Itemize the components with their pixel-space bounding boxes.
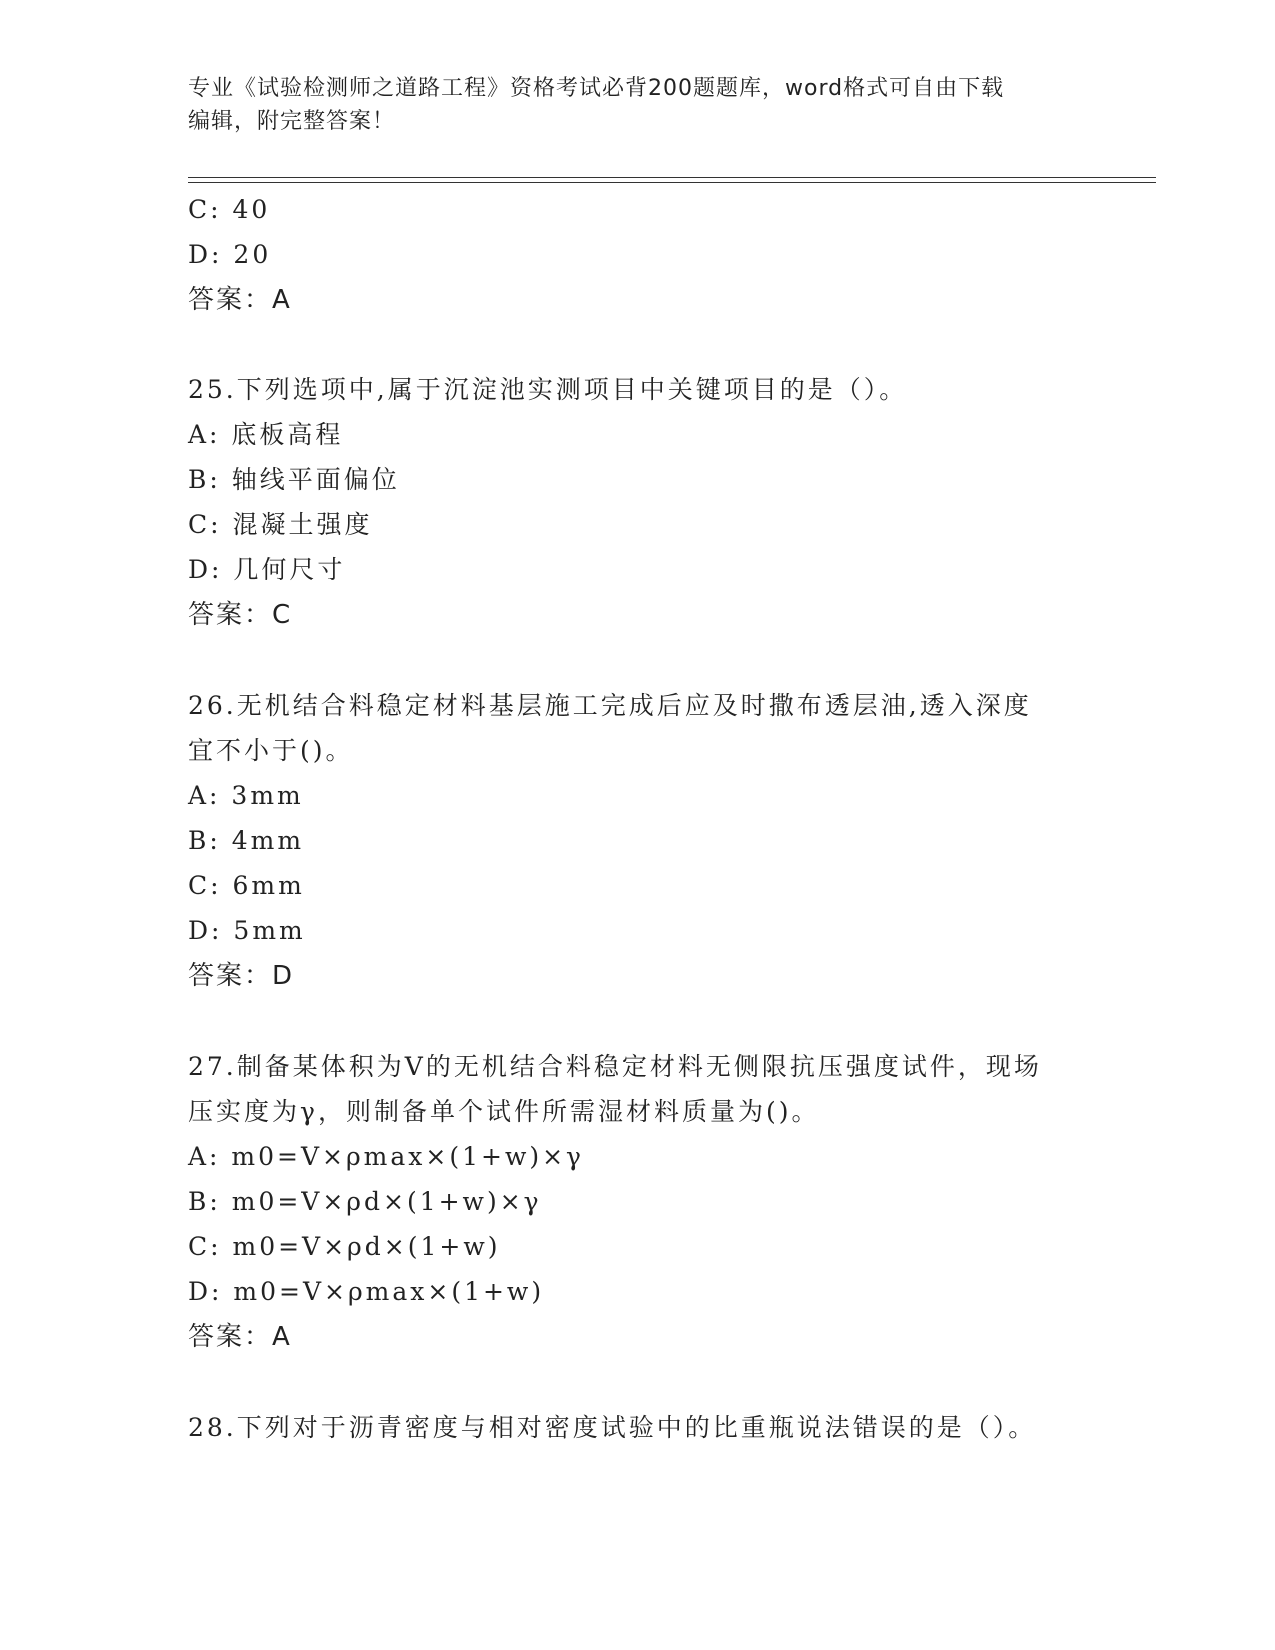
q27-option-b: B: m0=V×ρd×(1+w)×γ <box>188 1187 542 1216</box>
document-header <box>188 72 1078 138</box>
q26-stem-line-2: 宜不小于()。 <box>188 736 354 765</box>
header-title-line-1: 专业《试验检测师之道路工程》资格考试必背200题题库，word格式可自由下载 <box>188 76 1005 101</box>
prev-option-d: D: 20 <box>188 240 272 269</box>
q26-answer: 答案：D <box>188 961 295 991</box>
q25-answer: 答案：C <box>188 600 293 630</box>
q26-option-b: B: 4mm <box>188 826 305 855</box>
q27-option-d: D: m0=V×ρmax×(1+w) <box>188 1277 545 1306</box>
q28-stem: 28.下列对于沥青密度与相对密度试验中的比重瓶说法错误的是（）。 <box>188 1413 1037 1442</box>
q27-answer: 答案：A <box>188 1322 292 1352</box>
prev-option-c: C: 40 <box>188 195 271 224</box>
q25-option-a: A: 底板高程 <box>188 420 344 449</box>
prev-answer: 答案：A <box>188 285 292 315</box>
q27-option-a: A: m0=V×ρmax×(1+w)×γ <box>188 1142 584 1171</box>
q25-option-b: B: 轴线平面偏位 <box>188 465 400 494</box>
q27-stem-line-1: 27.制备某体积为V的无机结合料稳定材料无侧限抗压强度试件，现场 <box>188 1052 1042 1081</box>
q26-option-d: D: 5mm <box>188 916 306 945</box>
q25-stem: 25.下列选项中,属于沉淀池实测项目中关键项目的是（）。 <box>188 375 908 404</box>
q26-option-c: C: 6mm <box>188 871 305 900</box>
q27-stem-line-2: 压实度为γ，则制备单个试件所需湿材料质量为()。 <box>188 1097 820 1126</box>
q26-option-a: A: 3mm <box>188 781 304 810</box>
header-divider-top <box>188 177 1156 178</box>
q26-stem-line-1: 26.无机结合料稳定材料基层施工完成后应及时撒布透层油,透入深度 <box>188 691 1032 720</box>
q25-option-d: D: 几何尺寸 <box>188 555 346 584</box>
header-divider-bottom <box>188 182 1156 183</box>
q25-option-c: C: 混凝土强度 <box>188 510 373 539</box>
header-title-line-2: 编辑，附完整答案！ <box>188 109 396 134</box>
q27-option-c: C: m0=V×ρd×(1+w) <box>188 1232 501 1261</box>
